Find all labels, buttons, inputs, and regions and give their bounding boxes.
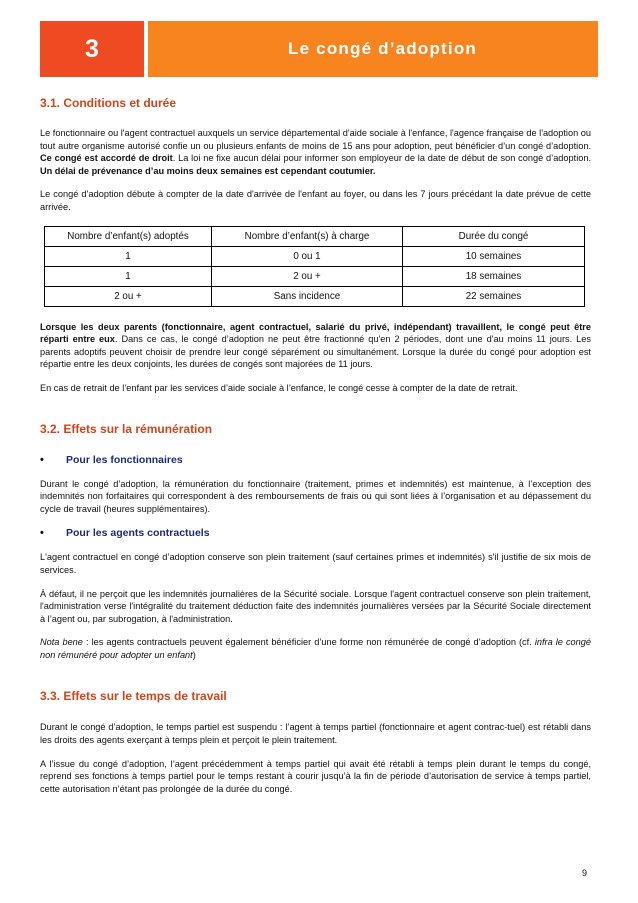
page-number: 9 <box>582 868 588 878</box>
chapter-number: 3 <box>40 21 144 77</box>
table-row: 1 2 ou + 18 semaines <box>45 266 585 286</box>
section-3-3-heading: 3.3. Effets sur le temps de travail <box>40 689 227 704</box>
section-3-1-heading: 3.1. Conditions et durée <box>40 96 177 110</box>
infra-link[interactable]: infra le congé non rémunéré pour adopter un enfant <box>40 637 591 660</box>
paragraph: Le fonctionnaire ou l'agent contractuel auxquels un service départemental d'aide sociale à l'enfance, l'agence française de l'adoption ou tout autre organisme autorisé confie un ou plusieurs enfants de moins de 15 ans pour adoption, peut bénéficier d’un congé d’adoption. Ce congé est accordé de droit. La loi ne fixe aucun délai pour informer son employeur de la date de début de son congé d’adoption. Un délai de prévenance d’au moins deux semaines est cependant coutumier. <box>40 128 592 176</box>
paragraph: Durant le congé d’adoption, la rémunération du fonctionnaire (traitement, primes et indemnités) est maintenue, à l’exception des indemnités non forfaitaires qui correspondent à des remboursements de frais ou qui sont liées à l’organisation et au dépassement du cycle de travail (heures supplémentaires). <box>40 478 591 514</box>
paragraph: À défaut, il ne perçoit que les indemnités journalières de la Sécurité sociale. Lorsque l'agent contractuel conserve son plein traitement, l'administration verse l'intégralité du traitement déduction faite des indemnités journalières versées par la Sécurité Sociale directement à l’agent ou, par subrogation, à l'administration. <box>40 588 591 624</box>
table-row: 1 0 ou 1 10 semaines <box>45 246 585 266</box>
nota-bene: Nota bene : les agents contractuels peuvent également bénéficier d’une forme non rémunérée de congé d’adoption (cf. infra le congé non rémunéré pour adopter un enfant) <box>40 637 591 660</box>
chapter-title: Le congé d’adoption <box>148 21 598 77</box>
bullet-agents-contractuels: • Pour les agents contractuels <box>40 527 210 540</box>
bullet-fonctionnaires: • Pour les fonctionnaires <box>40 453 183 466</box>
page-content <box>40 96 591 795</box>
table-row: 2 ou + Sans incidence 22 semaines <box>45 286 585 306</box>
paragraph: En cas de retrait de l’enfant par les services d’aide sociale à l’enfance, le congé cesse à compter de la date de retrait. <box>40 382 518 393</box>
paragraph: Le congé d’adoption débute à compter de la date d'arrivée de l'enfant au foyer, ou dans les 7 jours précédant la date prévue de cette arrivée. <box>40 189 591 212</box>
paragraph: A l’issue du congé d’adoption, l’agent précédemment à temps partiel qui avait été rétabli à temps plein durant le temps du congé, reprend ses fonctions à temps partiel pour le temps restant à courir jusqu’à la fin de période d’autorisation de service à temps partiel, cette autorisation n’étant pas prolongée de la durée du congé. <box>40 758 591 794</box>
paragraph: Durant le congé d’adoption, le temps partiel est suspendu : l’agent à temps partiel (fonctionnaire et agent contrac-tuel) est rétabli dans les droits des agents exerçant à temps plein et perçoit le plein traitement. <box>40 722 591 746</box>
table-header-row: Nombre d’enfant(s) adoptés Nombre d’enfant(s) à charge Durée du congé <box>45 226 585 246</box>
paragraph: L'agent contractuel en congé d’adoption conserve son plein traitement (sauf certaines primes et indemnités) s'il justifie de six mois de services. <box>40 552 591 575</box>
leave-duration-table <box>44 226 585 307</box>
bullet-icon: • <box>40 527 44 540</box>
chapter-header <box>40 21 598 77</box>
paragraph: Lorsque les deux parents (fonctionnaire, agent contractuel, salarié du privé, indépendant) travaillent, le congé peut être réparti entre eux. Dans ce cas, le congé d’adoption ne peut être fractionné qu'en 2 périodes, dont une d'au moins 11 jours. Les parents adoptifs peuvent choisir de prendre leur congé séparément ou simultanément. Lorsque la durée du congé pour adoption est répartie entre les deux conjoints, les durées de congés sont majorées de 11 jours. <box>40 321 591 370</box>
section-3-2-heading: 3.2. Effets sur la rémunération <box>40 421 213 436</box>
bullet-icon: • <box>40 453 44 466</box>
